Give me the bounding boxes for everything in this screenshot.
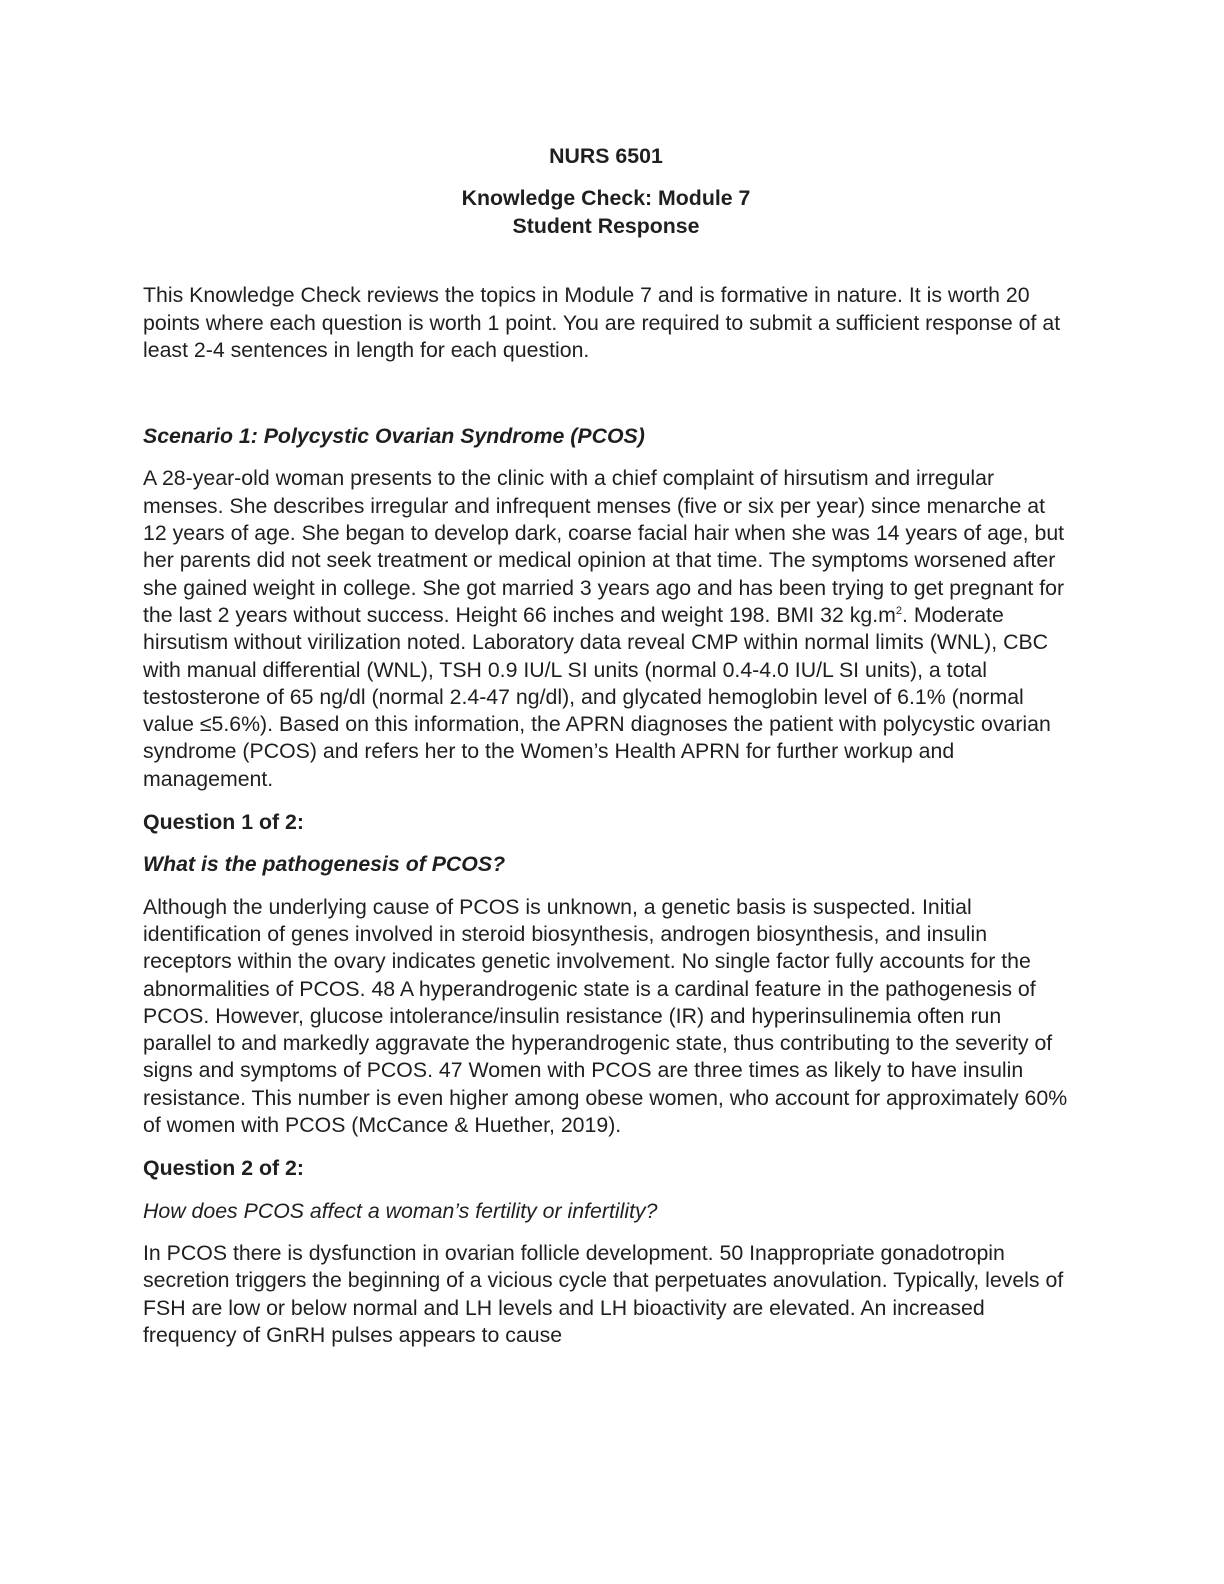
superscript-exponent: 2 bbox=[895, 604, 903, 617]
document-title-block bbox=[143, 185, 1069, 240]
document-title: Knowledge Check: Module 7 bbox=[461, 186, 751, 211]
course-code: NURS 6501 bbox=[549, 144, 663, 168]
question-2-heading: Question 2 of 2: bbox=[143, 1156, 304, 1181]
document-subtitle: Student Response bbox=[512, 213, 700, 238]
question-1-prompt: What is the pathogenesis of PCOS? bbox=[143, 852, 506, 877]
intro-paragraph: This Knowledge Check reviews the topics in Module 7 and is formative in nature. It is worth 20 points where each question is worth 1 point. You are required to submit a sufficient response of at least 2-4 sentences in length for each question. bbox=[143, 283, 1061, 362]
question-1-answer: Although the underlying cause of PCOS is unknown, a genetic basis is suspected. Initial identification of genes involved in steroid biosynthesis, androgen biosynthesis, and insulin receptors within the ovary indicates genetic involvement. No single factor fully accounts for the abnormalities of PCOS. 48 A hyperandrogenic state is a cardinal feature in the pathogenesis of PCOS. However, glucose intolerance/insulin resistance (IR) and hyperinsulinemia often run parallel to and markedly aggravate the hyperandrogenic state, thus contributing to the severity of signs and symptoms of PCOS. 47 Women with PCOS are three times as likely to have insulin resistance. This number is even higher among obese women, who account for approximately 60% of women with PCOS (McCance & Huether, 2019). bbox=[143, 894, 1068, 1138]
scenario-description bbox=[143, 465, 1073, 793]
question-1-heading: Question 1 of 2: bbox=[143, 810, 304, 835]
scenario-title: Scenario 1: Polycystic Ovarian Syndrome (PCOS) bbox=[143, 424, 645, 449]
scenario-text-part-2: . Moderate hirsutism without virilization noted. Laboratory data reveal CMP within normal limits (WNL), CBC with manual differential (WNL), TSH 0.9 IU/L SI units (normal 0.4-4.0 IU/L SI units), a total testosterone of 65 ng/dl (normal 2.4-47 ng/dl), and glycated hemoglobin level of 6.1% (normal value ≤5.6%). Based on this information, the APRN diagnoses the patient with polycystic ovarian syndrome (PCOS) and refers her to the Women’s Health APRN for further workup and management. bbox=[143, 602, 1051, 791]
question-2-answer: In PCOS there is dysfunction in ovarian follicle development. 50 Inappropriate gonadotropin secretion triggers the beginning of a vicious cycle that perpetuates anovulation. Typically, levels of FSH are low or below normal and LH levels and LH bioactivity are elevated. An increased frequency of GnRH pulses appears to cause bbox=[143, 1240, 1064, 1347]
document-content bbox=[143, 143, 1073, 1365]
scenario-text-part-1: A 28-year-old woman presents to the clinic with a chief complaint of hirsutism and irregular menses. She describes irregular and infrequent menses (five or six per year) since menarche at 12 years of age. She began to develop dark, coarse facial hair when she was 14 years of age, but her parents did not seek treatment or medical opinion at that time. The symptoms worsened after she gained weight in college. She got married 3 years ago and has been trying to get pregnant for the last 2 years without success. Height 66 inches and weight 198. BMI 32 kg.m bbox=[143, 466, 1065, 627]
question-2-prompt: How does PCOS affect a woman’s fertility or infertility? bbox=[143, 1198, 658, 1223]
